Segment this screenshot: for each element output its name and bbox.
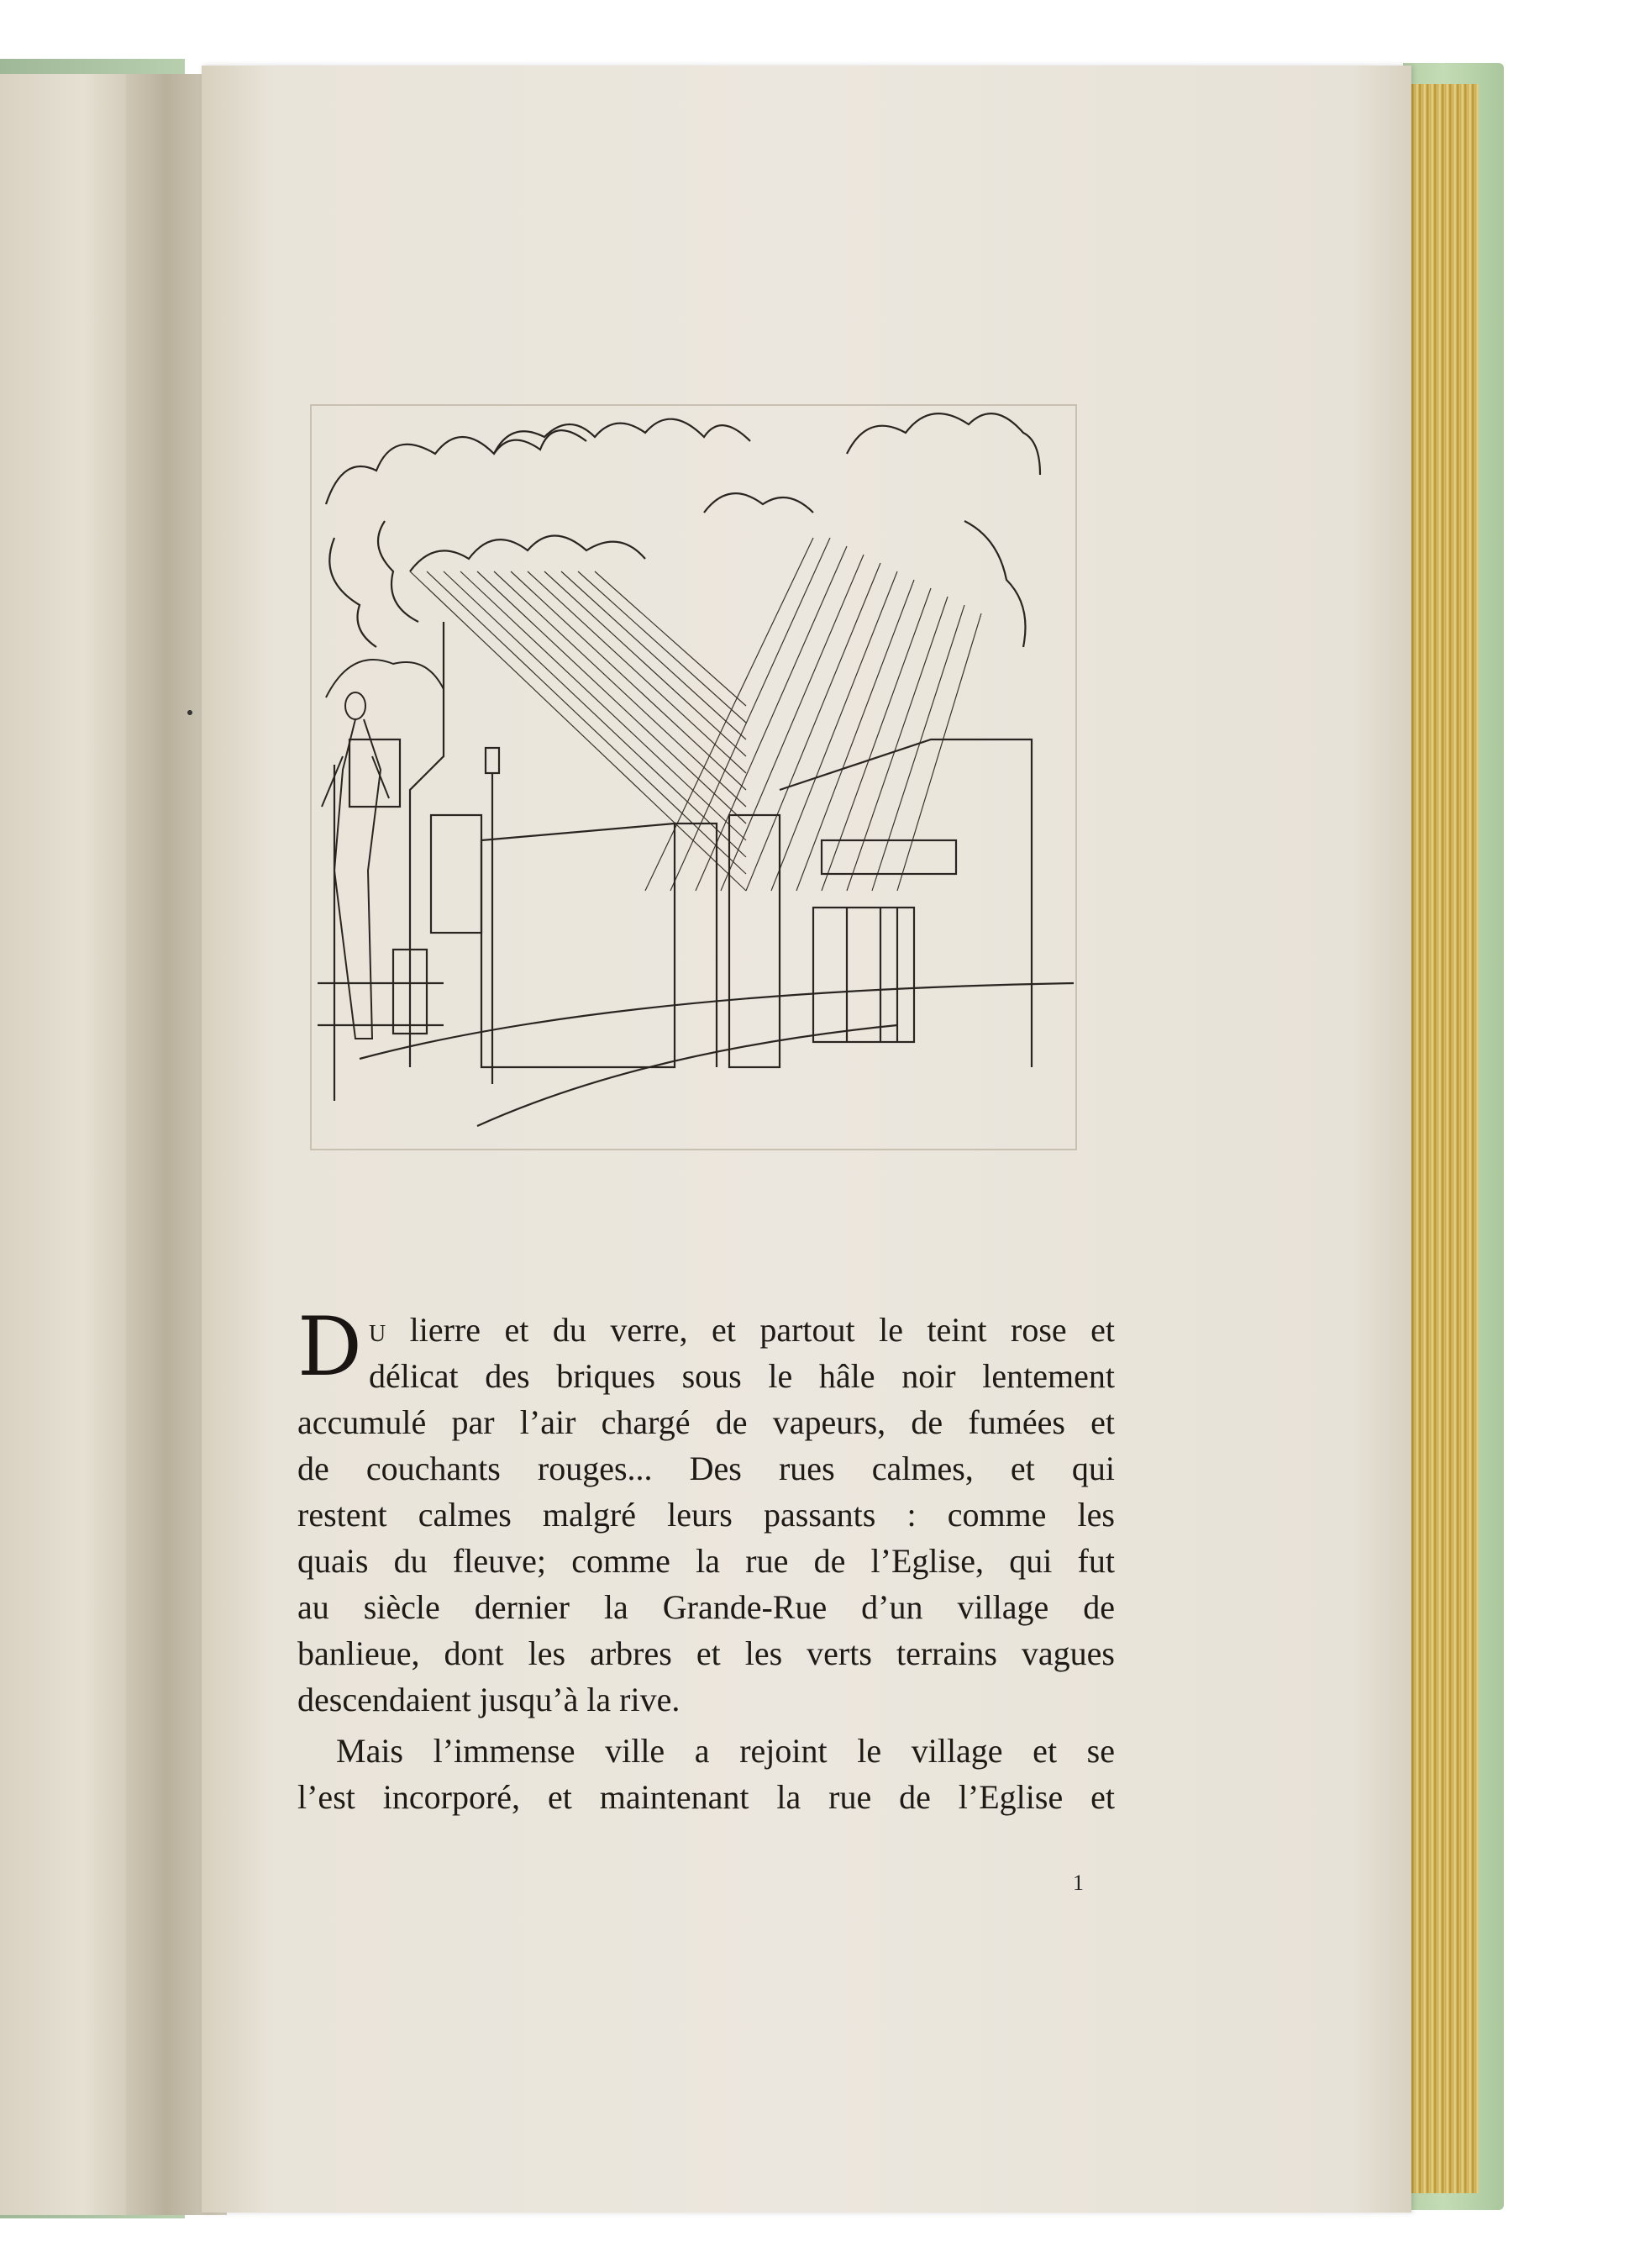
text-line: au siècle dernier la Grande-Rue d’un village de [297,1588,1115,1626]
text-line: restent calmes malgré leurs passants : comme les [297,1496,1115,1534]
text-line: descendaient jusqu’à la rive. [297,1681,681,1718]
text-line: Mais l’immense ville a rejoint le village et se [336,1732,1115,1770]
page-number: 1 [1073,1871,1084,1895]
paragraph [297,1300,1115,1723]
body-text [297,1300,1115,1820]
text-line: quais du fleuve; comme la rue de l’Eglise, qui fut [297,1542,1115,1580]
drop-cap: D [297,1300,362,1394]
small-caps-word-rest: u [368,1311,386,1349]
text-line: délicat des briques sous le hâle noir lentement [368,1357,1115,1395]
text-line [297,1307,1115,1353]
ink-speck [187,710,192,715]
text-line: banlieue, dont les arbres et les verts terrains vagues [297,1634,1115,1672]
etching-illustration [309,403,1078,1151]
text-line: l’est incorporé, et maintenant la rue de l’Eglise et [297,1778,1115,1816]
text-line: de couchants rouges... Des rues calmes, et qui [297,1450,1115,1487]
text-line: accumulé par l’air chargé de vapeurs, de fumées et [297,1403,1115,1441]
paragraph [297,1728,1115,1820]
text-line-content: lierre et du verre, et partout le teint rose et [386,1311,1115,1349]
left-page [0,74,139,2215]
gilt-page-edges [1407,84,1479,2193]
